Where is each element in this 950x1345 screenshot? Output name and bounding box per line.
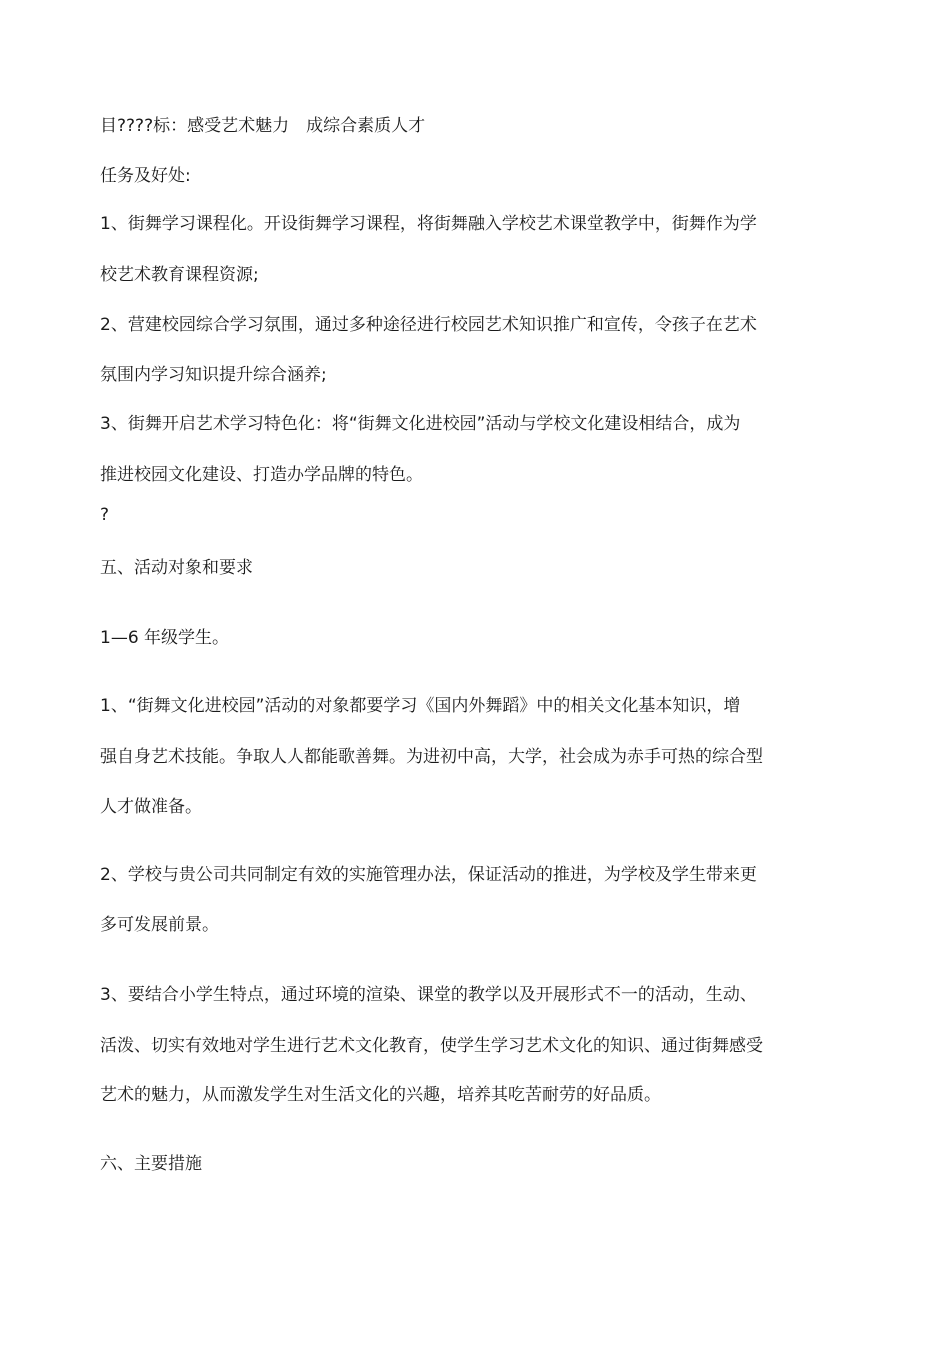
section-6-heading: 六、主要措施 (100, 1154, 202, 1174)
task-item-1-line-1: 1、街舞学习课程化。开设街舞学习课程，将街舞融入学校艺术课堂教学中，街舞作为学 (100, 214, 757, 234)
requirement-2-line-1: 2、学校与贵公司共同制定有效的实施管理办法，保证活动的推进，为学校及学生带来更 (100, 865, 757, 885)
requirement-3-line-1: 3、要结合小学生特点，通过环境的渲染、课堂的教学以及开展形式不一的活动，生动、 (100, 985, 757, 1005)
task-item-3-line-2: 推进校园文化建设、打造办学品牌的特色。 (100, 465, 423, 485)
requirement-1-line-1: 1、“街舞文化进校园”活动的对象都要学习《国内外舞蹈》中的相关文化基本知识，增 (100, 696, 741, 716)
task-item-3-line-1: 3、街舞开启艺术学习特色化：将“街舞文化进校园”活动与学校文化建设相结合，成为 (100, 414, 741, 434)
task-item-1-line-2: 校艺术教育课程资源; (100, 265, 259, 285)
question-mark: ? (100, 505, 110, 525)
requirement-1-line-2: 强自身艺术技能。争取人人都能歌善舞。为进初中高，大学，社会成为赤手可热的综合型 (100, 747, 763, 767)
grades-line: 1—6 年级学生。 (100, 628, 230, 648)
section-5-heading: 五、活动对象和要求 (100, 558, 253, 578)
requirement-2-line-2: 多可发展前景。 (100, 915, 219, 935)
tasks-heading: 任务及好处: (100, 166, 191, 186)
task-item-2-line-1: 2、营建校园综合学习氛围，通过多种途径进行校园艺术知识推广和宣传，令孩子在艺术 (100, 315, 757, 335)
requirement-3-line-3: 艺术的魅力，从而激发学生对生活文化的兴趣，培养其吃苦耐劳的好品质。 (100, 1085, 661, 1105)
goal-line: 目????标：感受艺术魅力 成综合素质人才 (100, 116, 426, 136)
requirement-3-line-2: 活泼、切实有效地对学生进行艺术文化教育，使学生学习艺术文化的知识、通过街舞感受 (100, 1036, 763, 1056)
task-item-2-line-2: 氛围内学习知识提升综合涵养; (100, 365, 327, 385)
requirement-1-line-3: 人才做准备。 (100, 797, 202, 817)
